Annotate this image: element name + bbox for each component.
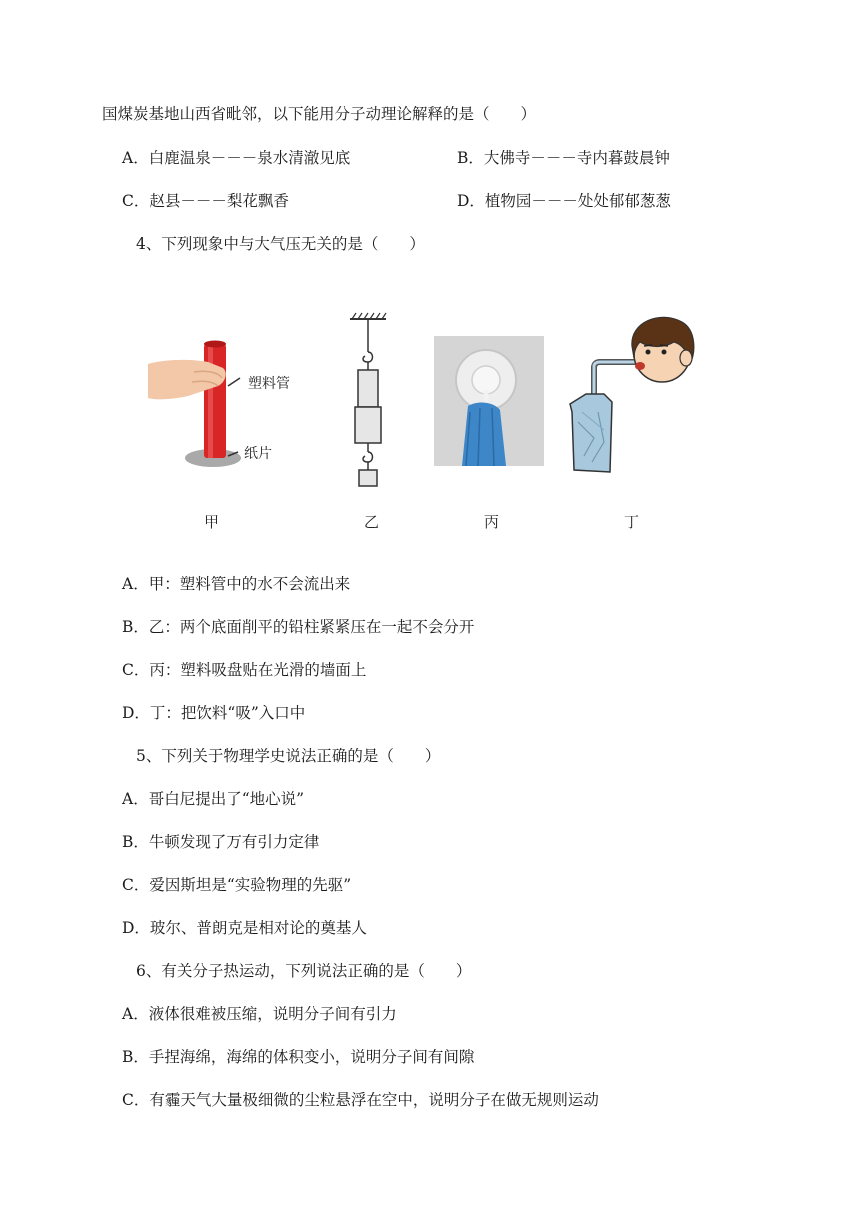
q5-option-c: C．爱因斯坦是“实验物理的先驱”: [122, 876, 352, 894]
q5-option-a: A．哥白尼提出了“地心说”: [122, 790, 305, 808]
q4-stem: 4、下列现象中与大气压无关的是（ ）: [136, 235, 425, 253]
figure-jia-tube-illustration: [148, 338, 318, 478]
caption-bing: 丙: [484, 513, 500, 531]
q4-option-c: C．丙：塑料吸盘贴在光滑的墙面上: [122, 661, 367, 679]
figure-ding-drinking-straw: [564, 312, 704, 478]
q3-option-d: D．植物园－－－处处郁郁葱葱: [457, 192, 671, 210]
q3-stem: 国煤炭基地山西省毗邻，以下能用分子动理论解释的是（ ）: [102, 105, 537, 123]
q5-option-b: B．牛顿发现了万有引力定律: [122, 833, 320, 851]
q6-option-c: C．有霾天气大量极细微的尘粒悬浮在空中，说明分子在做无规则运动: [122, 1091, 599, 1109]
q4-option-a: A．甲：塑料管中的水不会流出来: [122, 575, 351, 593]
q6-stem: 6、有关分子热运动，下列说法正确的是（ ）: [136, 962, 472, 980]
figure-yi-lead-cylinders: [345, 312, 391, 490]
label-plastic-tube: 塑料管: [248, 376, 290, 392]
q5-option-d: D．玻尔、普朗克是相对论的奠基人: [122, 919, 367, 937]
q4-option-d: D．丁：把饮料“吸”入口中: [122, 704, 306, 722]
label-paper: 纸片: [244, 446, 272, 462]
figure-bing-suction-cup-photo: [434, 336, 544, 466]
q6-option-a: A．液体很难被压缩，说明分子间有引力: [122, 1005, 397, 1023]
q4-option-b: B．乙：两个底面削平的铅柱紧紧压在一起不会分开: [122, 618, 475, 636]
q6-option-b: B．手捏海绵，海绵的体积变小，说明分子间有间隙: [122, 1048, 475, 1066]
q5-stem: 5、下列关于物理学史说法正确的是（ ）: [136, 747, 441, 765]
caption-yi: 乙: [364, 513, 380, 531]
caption-jia: 甲: [204, 513, 220, 531]
caption-ding: 丁: [624, 513, 640, 531]
q3-option-a: A．白鹿温泉－－－泉水清澈见底: [122, 149, 351, 167]
q3-option-b: B．大佛寺－－－寺内暮鼓晨钟: [457, 149, 670, 167]
q3-option-c: C．赵县－－－梨花飘香: [122, 192, 289, 210]
